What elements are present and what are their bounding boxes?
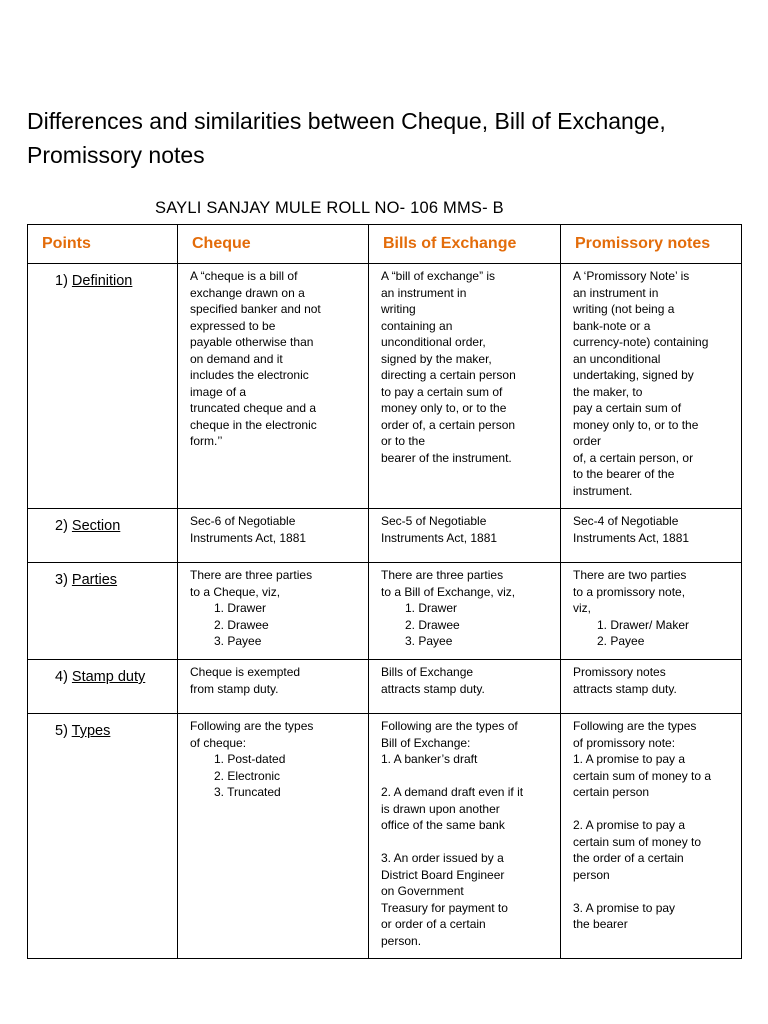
cell-line: 2. Electronic bbox=[214, 768, 281, 783]
cell-line: 3. Payee bbox=[405, 634, 453, 648]
cell-line: of cheque: bbox=[190, 735, 247, 750]
cell-bills bbox=[369, 660, 561, 714]
cell-line: currency-note) containing bbox=[573, 335, 709, 349]
point-number: 4) bbox=[55, 669, 72, 685]
page-title: Differences and similarities between Cheque, Bill of Exchange, Promissory notes bbox=[27, 108, 666, 168]
cell-line: instrument. bbox=[573, 483, 633, 498]
cell-line: 1. A banker’s draft bbox=[381, 752, 478, 766]
cell-line: the bearer bbox=[573, 917, 628, 931]
cell-cheque bbox=[178, 660, 369, 714]
cell-line: pay a certain sum of bbox=[573, 401, 682, 415]
cell-line: 1. Drawer bbox=[214, 601, 267, 615]
cell-line: to a Cheque, viz, bbox=[190, 584, 281, 599]
cell-line: Sec-5 of Negotiable bbox=[381, 514, 487, 528]
cell-line: 2. Drawee bbox=[405, 617, 460, 632]
point-label: Types bbox=[71, 723, 111, 739]
cell-line: There are three parties bbox=[381, 568, 504, 582]
cell-line: 3. Payee bbox=[214, 634, 262, 648]
cell-line: undertaking, signed by bbox=[573, 368, 694, 382]
cell-line: money only to, or to the bbox=[573, 417, 699, 432]
cell-line: 3. An order issued by a bbox=[381, 851, 504, 865]
cell-line: Cheque is exempted bbox=[190, 665, 301, 679]
cell-line: form.’’ bbox=[190, 434, 223, 448]
cell-line: 1. Drawer/ Maker bbox=[597, 617, 690, 632]
cell-line: on demand and it bbox=[190, 351, 283, 366]
cell-line: is drawn upon another bbox=[381, 801, 500, 816]
cell-line: of, a certain person, or bbox=[573, 450, 694, 465]
cell-line: Sec-6 of Negotiable bbox=[190, 514, 296, 528]
cell-line: Instruments Act, 1881 bbox=[381, 530, 498, 545]
cell-line: an instrument in bbox=[573, 285, 659, 300]
row-point bbox=[28, 563, 178, 660]
cell-line: cheque in the electronic bbox=[190, 417, 317, 432]
cell-line: signed by the maker, bbox=[381, 351, 492, 366]
cell-line bbox=[381, 768, 552, 785]
cell-line: the maker, to bbox=[573, 384, 643, 399]
cell-line: 3. A promise to pay bbox=[573, 900, 676, 915]
point-number: 3) bbox=[55, 572, 72, 588]
cell-line: Following are the types of bbox=[381, 719, 518, 733]
cell-promissory bbox=[561, 660, 742, 714]
cell-bills bbox=[369, 264, 561, 509]
cell-line: bank-note or a bbox=[573, 318, 651, 333]
cell-cheque bbox=[178, 563, 369, 660]
cell-line: 3. Truncated bbox=[214, 785, 281, 799]
header-cheque: Cheque bbox=[178, 225, 369, 264]
cell-bills bbox=[369, 563, 561, 660]
cell-line: or order of a certain bbox=[381, 917, 486, 931]
header-row bbox=[28, 225, 742, 264]
cell-line: Sec-4 of Negotiable bbox=[573, 514, 679, 528]
cell-line: A “bill of exchange” is bbox=[381, 269, 496, 283]
cell-line: 1. Post-dated bbox=[214, 752, 286, 766]
cell-promissory bbox=[561, 509, 742, 563]
cell-line: certain person bbox=[573, 785, 650, 799]
cell-line bbox=[573, 883, 733, 900]
comparison-table bbox=[27, 224, 742, 959]
cell-line: an instrument in bbox=[381, 285, 467, 300]
cell-cheque bbox=[178, 264, 369, 509]
cell-line: on Government bbox=[381, 884, 464, 898]
cell-line: office of the same bank bbox=[381, 818, 505, 832]
cell-line: A “cheque is a bill of bbox=[190, 269, 298, 283]
point-label: Section bbox=[71, 518, 121, 534]
cell-line: District Board Engineer bbox=[381, 867, 505, 882]
cell-line: 2. Drawee bbox=[214, 617, 269, 632]
cell-line: includes the electronic bbox=[190, 368, 309, 382]
table-row bbox=[28, 563, 742, 660]
header-points: Points bbox=[28, 225, 178, 264]
cell-line: viz, bbox=[573, 601, 591, 615]
cell-line: Treasury for payment to bbox=[381, 900, 508, 915]
cell-promissory bbox=[561, 563, 742, 660]
cell-line: person. bbox=[381, 933, 422, 948]
cell-line: A ‘Promissory Note’ is bbox=[573, 269, 690, 283]
point-number: 5) bbox=[55, 723, 72, 739]
cell-line: Bill of Exchange: bbox=[381, 735, 471, 750]
cell-line: 2. A demand draft even if it bbox=[381, 785, 524, 799]
cell-line: 2. A promise to pay a bbox=[573, 818, 686, 832]
cell-line: payable otherwise than bbox=[190, 335, 314, 349]
cell-line: There are two parties bbox=[573, 568, 687, 582]
cell-line: order of, a certain person bbox=[381, 417, 516, 432]
cell-line: to pay a certain sum of bbox=[381, 384, 503, 399]
cell-line: unconditional order, bbox=[381, 335, 486, 349]
cell-line: from stamp duty. bbox=[190, 681, 279, 696]
header-bills: Bills of Exchange bbox=[369, 225, 561, 264]
cell-line: Promissory notes bbox=[573, 665, 666, 679]
cell-promissory bbox=[561, 264, 742, 509]
cell-line: an unconditional bbox=[573, 351, 661, 366]
cell-line: certain sum of money to a bbox=[573, 768, 712, 783]
cell-line: Following are the types bbox=[573, 719, 697, 733]
cell-line: Instruments Act, 1881 bbox=[190, 530, 307, 545]
cell-line: writing bbox=[381, 302, 416, 316]
cell-line: person bbox=[573, 867, 610, 882]
cell-line: the order of a certain bbox=[573, 851, 684, 865]
header-promissory: Promissory notes bbox=[561, 225, 742, 264]
cell-line: attracts stamp duty. bbox=[381, 681, 485, 696]
cell-line: to a promissory note, bbox=[573, 584, 686, 599]
cell-line: 1. Drawer bbox=[405, 601, 458, 615]
author-line: SAYLI SANJAY MULE ROLL NO- 106 MMS- B bbox=[155, 199, 504, 217]
cell-bills bbox=[369, 714, 561, 959]
cell-line: Instruments Act, 1881 bbox=[573, 530, 690, 545]
cell-line: containing an bbox=[381, 318, 453, 333]
row-point bbox=[28, 509, 178, 563]
point-label: Parties bbox=[71, 572, 118, 588]
point-number: 1) bbox=[55, 273, 72, 289]
cell-line: to a Bill of Exchange, viz, bbox=[381, 584, 516, 599]
cell-cheque bbox=[178, 509, 369, 563]
cell-line: image of a bbox=[190, 384, 247, 399]
cell-line: 2. Payee bbox=[597, 634, 645, 648]
cell-line bbox=[573, 801, 733, 818]
cell-line: certain sum of money to bbox=[573, 834, 702, 849]
cell-line: specified banker and not bbox=[190, 302, 321, 316]
cell-line: Following are the types bbox=[190, 719, 314, 733]
point-label: Stamp duty bbox=[71, 669, 146, 685]
table-row bbox=[28, 509, 742, 563]
cell-line: money only to, or to the bbox=[381, 401, 507, 415]
cell-line: There are three parties bbox=[190, 568, 313, 582]
point-label: Definition bbox=[71, 273, 133, 289]
cell-line: directing a certain person bbox=[381, 368, 516, 382]
cell-line: truncated cheque and a bbox=[190, 401, 317, 415]
cell-line: attracts stamp duty. bbox=[573, 681, 677, 696]
row-point bbox=[28, 714, 178, 959]
table-row bbox=[28, 714, 742, 959]
cell-promissory bbox=[561, 714, 742, 959]
row-point bbox=[28, 264, 178, 509]
cell-cheque bbox=[178, 714, 369, 959]
cell-line: expressed to be bbox=[190, 318, 276, 333]
cell-line bbox=[381, 834, 552, 851]
row-point bbox=[28, 660, 178, 714]
cell-line: order bbox=[573, 434, 602, 448]
cell-line: writing (not being a bbox=[573, 302, 675, 316]
cell-line: 1. A promise to pay a bbox=[573, 752, 686, 766]
cell-line: of promissory note: bbox=[573, 735, 676, 750]
cell-line: bearer of the instrument. bbox=[381, 450, 512, 465]
cell-line: Bills of Exchange bbox=[381, 665, 474, 679]
point-number: 2) bbox=[55, 518, 72, 534]
table-row bbox=[28, 264, 742, 509]
cell-bills bbox=[369, 509, 561, 563]
cell-line: to the bearer of the bbox=[573, 467, 675, 481]
table-row bbox=[28, 660, 742, 714]
cell-line: exchange drawn on a bbox=[190, 285, 305, 300]
cell-line: or to the bbox=[381, 434, 426, 448]
